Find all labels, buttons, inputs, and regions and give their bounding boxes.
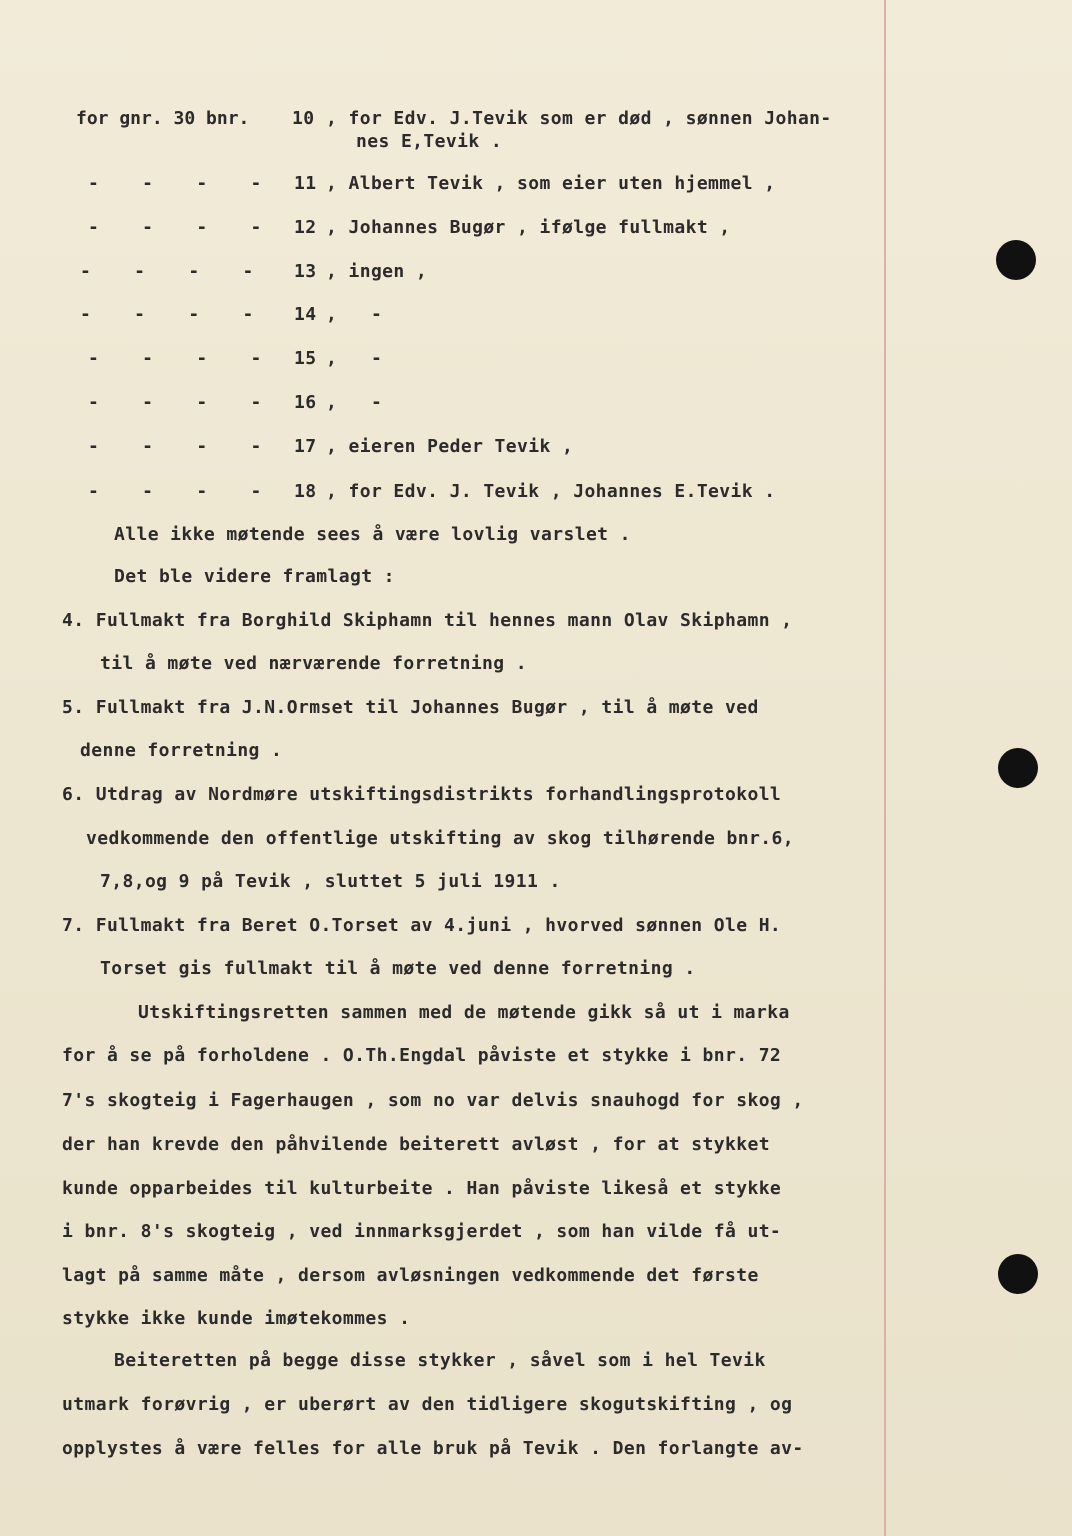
text-line: vedkommende den offentlige utskifting av skog tilhørende bnr.6, [86, 828, 794, 849]
text-line: utmark forøvrig , er uberørt av den tidligere skogutskifting , og [62, 1394, 793, 1415]
text-line: 4. Fullmakt fra Borghild Skiphamn til hennes mann Olav Skiphamn , [62, 610, 793, 631]
row-prefix: - - - - [88, 436, 262, 457]
row-text: , - [326, 392, 383, 413]
text-line: Utskiftingsretten sammen med de møtende gikk så ut i marka [138, 1002, 790, 1023]
row-prefix: - - - - [80, 304, 254, 325]
text-line: opplystes å være felles for alle bruk på Tevik . Den forlangte av- [62, 1438, 804, 1459]
text-line: for å se på forholdene . O.Th.Engdal påviste et stykke i bnr. 72 [62, 1045, 782, 1066]
row-number: 13 [294, 261, 317, 282]
row-prefix: for gnr. 30 bnr. [76, 108, 250, 129]
row-number: 18 [294, 481, 317, 502]
text-line: kunde opparbeides til kulturbeite . Han påviste likeså et stykke [62, 1178, 782, 1199]
text-line: denne forretning . [80, 740, 283, 761]
text-line: Det ble videre framlagt : [114, 566, 395, 587]
text-line: Torset gis fullmakt til å møte ved denne forretning . [100, 958, 696, 979]
row-prefix: - - - - [88, 173, 262, 194]
row-text: , - [326, 348, 383, 369]
text-line: 7. Fullmakt fra Beret O.Torset av 4.juni , hvorved sønnen Ole H. [62, 915, 782, 936]
punch-hole [998, 1254, 1038, 1294]
margin-rule [884, 0, 886, 1536]
row-text: , Johannes Bugør , ifølge fullmakt , [326, 217, 731, 238]
row-prefix: - - - - [88, 348, 262, 369]
row-text: , Albert Tevik , som eier uten hjemmel , [326, 173, 776, 194]
punch-hole [998, 748, 1038, 788]
text-line: stykke ikke kunde imøtekommes . [62, 1308, 411, 1329]
row-prefix: - - - - [88, 481, 262, 502]
row-number: 16 [294, 392, 317, 413]
punch-hole [996, 240, 1036, 280]
text-line: lagt på samme måte , dersom avløsningen vedkommende det første [62, 1265, 759, 1286]
row-text: , for Edv. J.Tevik som er død , sønnen Johan- [326, 108, 832, 129]
row-number: 12 [294, 217, 317, 238]
row-number: 10 [292, 108, 315, 129]
text-line: 6. Utdrag av Nordmøre utskiftingsdistrikts forhandlingsprotokoll [62, 784, 782, 805]
text-line: 7,8,og 9 på Tevik , sluttet 5 juli 1911 . [100, 871, 561, 892]
text-line: Alle ikke møtende sees å være lovlig varslet . [114, 524, 631, 545]
row-prefix: - - - - [80, 261, 254, 282]
row-text: , - [326, 304, 383, 325]
row-number: 14 [294, 304, 317, 325]
row-text: , for Edv. J. Tevik , Johannes E.Tevik . [326, 481, 776, 502]
row-number: 17 [294, 436, 317, 457]
text-line: der han krevde den påhvilende beiterett avløst , for at stykket [62, 1134, 770, 1155]
text-line: Beiteretten på begge disse stykker , såvel som i hel Tevik [114, 1350, 766, 1371]
row-text: , eieren Peder Tevik , [326, 436, 574, 457]
text-line: 5. Fullmakt fra J.N.Ormset til Johannes Bugør , til å møte ved [62, 697, 759, 718]
row-number: 15 [294, 348, 317, 369]
row-text: , ingen , [326, 261, 428, 282]
row-text: nes E,Tevik . [356, 131, 503, 152]
row-number: 11 [294, 173, 317, 194]
text-line: i bnr. 8's skogteig , ved innmarksgjerdet , som han vilde få ut- [62, 1221, 782, 1242]
text-line: til å møte ved nærværende forretning . [100, 653, 528, 674]
text-line: 7's skogteig i Fagerhaugen , som no var delvis snauhogd for skog , [62, 1090, 804, 1111]
row-prefix: - - - - [88, 392, 262, 413]
row-prefix: - - - - [88, 217, 262, 238]
